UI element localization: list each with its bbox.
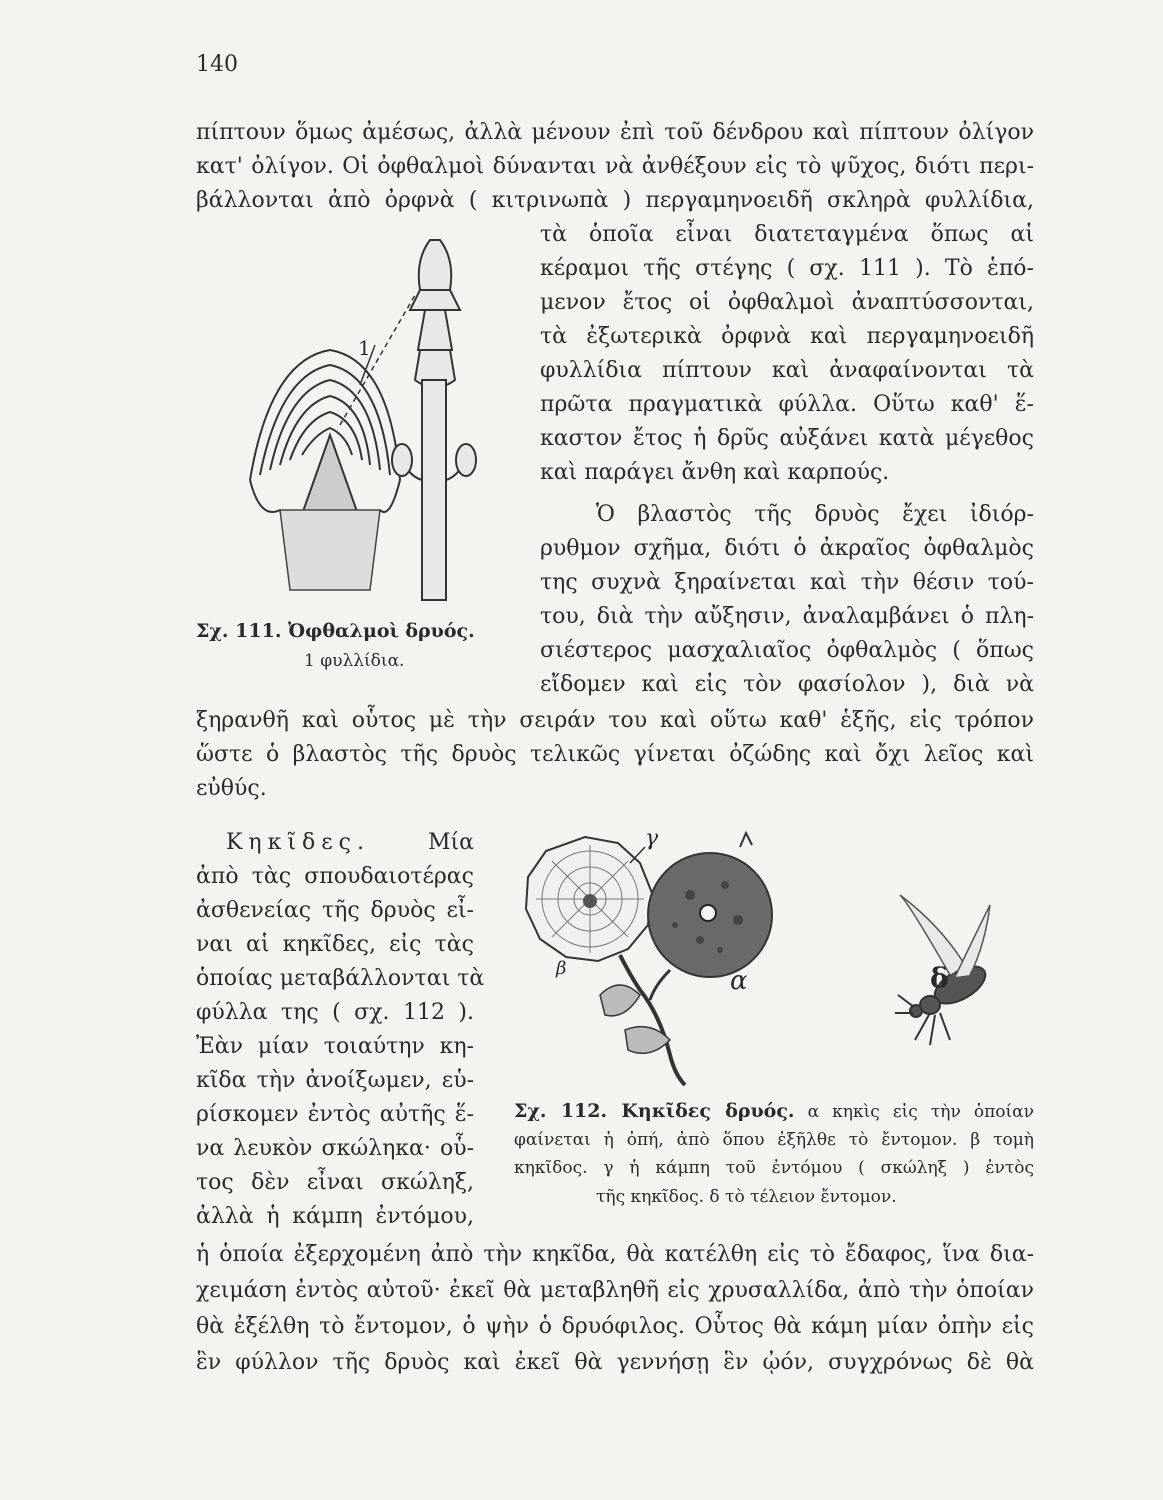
text-line: καστον ἔτος ἡ δρῦς αὐξάνει κατὰ μέγεθος <box>540 426 1034 451</box>
text-line: να λευκὸν σκώληκα· οὗ- <box>196 1136 474 1161</box>
text-line: ρίσκομεν ἐντὸς αὐτῆς ἕ- <box>196 1102 474 1127</box>
text-line: κῖδα τὴν ἀνοίξωμεν, εὑ- <box>196 1068 474 1093</box>
figure-112-caption-line: κηκῖδος. γ ἡ κάμπη τοῦ ἐντόμου ( σκώληξ ) ἐντὸς <box>514 1158 1034 1178</box>
text-line: της συχνὰ ξηραίνεται καὶ τὴν θέσιν τού- <box>540 570 1034 595</box>
text-line: Ἐὰν μίαν τοιαύτην κη- <box>196 1034 474 1059</box>
text-line: ὥστε ὁ βλαστὸς τῆς δρυὸς τελικῶς γίνεται ὀζώδης καὶ ὄχι λεῖος καὶ <box>196 742 1034 767</box>
text-line <box>196 828 474 858</box>
text-line: φυλλίδια πίπτουν καὶ ἀναφαίνονται τὰ <box>540 358 1034 383</box>
text-span: Μία <box>427 830 474 855</box>
text-line: ἡ ὁποία ἐξερχομένη ἀπὸ τὴν κηκῖδα, θὰ κατέλθη εἰς τὸ ἔδαφος, ἵνα δια- <box>196 1242 1034 1267</box>
page-number: 140 <box>196 52 238 77</box>
figure-label-beta: β <box>556 958 567 979</box>
figure-112-caption-line: φαίνεται ἡ ὀπή, ἀπὸ ὅπου ἐξῆλθε τὸ ἔντομον. β τομὴ <box>514 1130 1034 1150</box>
text-line: του, διὰ τὴν αὔξησιν, ἀναλαμβάνει ὁ πλη- <box>540 604 1034 629</box>
text-line: τὰ ἐξωτερικὰ ὀρφνὰ καὶ περγαμηνοειδῆ <box>540 324 1034 349</box>
text-line: τὰ ὁποῖα εἶναι διατεταγμένα ὅπως αἱ <box>540 222 1034 247</box>
text-line: πίπτουν ὅμως ἀμέσως, ἀλλὰ μένουν ἐπὶ τοῦ δένδρου καὶ πίπτουν ὀλίγον <box>196 120 1034 145</box>
text-line: εὐθύς. <box>196 776 267 801</box>
figure-label-1: 1 <box>358 336 371 360</box>
figure-111-caption-sub: 1 φυλλίδια. <box>304 651 405 671</box>
figure-label-delta: δ <box>930 962 949 995</box>
figure-111-caption-title <box>196 618 475 645</box>
text-line: ἀπὸ τὰς σπουδαιοτέρας <box>196 864 474 889</box>
text-line: βάλλονται ἀπὸ ὀρφνὰ ( κιτρινωπὰ ) περγαμηνοειδῆ σκληρὰ φυλλίδια, <box>196 188 1034 213</box>
text-line: εἴδομεν καὶ εἰς τὸν φασίολον ), διὰ νὰ <box>540 672 1034 697</box>
text-line: κέραμοι τῆς στέγης ( σχ. 111 ). Τὸ ἑπό- <box>540 256 1034 281</box>
figure-111-oak-buds <box>230 220 530 610</box>
text-line: ἀλλὰ ἡ κάμπη ἐντόμου, <box>196 1204 474 1229</box>
figure-112-caption-line: τῆς κηκῖδος. δ τὸ τέλειον ἔντομον. <box>596 1187 897 1207</box>
figure-label-gamma: γ <box>645 826 659 851</box>
text-line: τος δὲν εἶναι σκώληξ, <box>196 1170 474 1195</box>
caption-text: α κηκὶς εἰς τὴν ὁποίαν <box>807 1102 1034 1122</box>
text-line: ξηρανθῆ καὶ οὗτος μὲ τὴν σειράν του καὶ οὕτω καθ' ἑξῆς, εἰς τρόπον <box>196 708 1034 733</box>
text-line: Ὁ βλαστὸς τῆς δρυὸς ἔχει ἰδιόρ- <box>596 502 1034 527</box>
text-line: ὁποίας μεταβάλλονται τὰ <box>196 966 485 991</box>
section-heading: Κηκῖδες. <box>226 830 370 855</box>
caption-title-text: Σχ. 112. Κηκῖδες δρυός. <box>514 1100 795 1122</box>
text-line: ναι αἱ κηκῖδες, εἰς τὰς <box>196 932 474 957</box>
figure-label-alpha: α <box>730 966 748 996</box>
text-line: φύλλα της ( σχ. 112 ). <box>196 1000 474 1025</box>
text-line: θὰ ἐξέλθη τὸ ἔντομον, ὁ ψὴν ὁ δρυόφιλος. Οὗτος θὰ κάμη μίαν ὀπὴν εἰς <box>196 1314 1034 1339</box>
text-line: πρῶτα πραγματικὰ φύλλα. Οὕτω καθ' ἕ- <box>540 392 1034 417</box>
text-line: μενον ἔτος οἱ ὀφθαλμοὶ ἀναπτύσσονται, <box>540 290 1034 315</box>
figure-112-oak-galls <box>510 825 1020 1090</box>
text-line: σιέστερος μασχαλιαῖος ὀφθαλμὸς ( ὅπως <box>540 638 1034 663</box>
text-line: κατ' ὀλίγον. Οἱ ὀφθαλμοὶ δύνανται νὰ ἀνθέξουν εἰς τὸ ψῦχος, διότι περι- <box>196 154 1034 179</box>
text-line: ρυθμον σχῆμα, διότι ὁ ἀκραῖος ὀφθαλμὸς <box>540 536 1034 561</box>
caption-title-text: Σχ. 111. Ὀφθαλμοὶ δρυός. <box>196 620 475 642</box>
text-line: ἓν φύλλον τῆς δρυὸς καὶ ἐκεῖ θὰ γεννήσῃ ἓν ᾠόν, συγχρόνως δὲ θὰ <box>196 1350 1034 1375</box>
figure-112-caption-line <box>514 1100 1034 1122</box>
text-line: ἀσθενείας τῆς δρυὸς εἶ- <box>196 898 474 923</box>
text-line: χειμάση ἐντὸς αὐτοῦ· ἐκεῖ θὰ μεταβληθῆ εἰς χρυσαλλίδα, ἀπὸ τὴν ὁποίαν <box>196 1278 1034 1303</box>
text-line: καὶ παράγει ἄνθη καὶ καρπούς. <box>540 460 890 485</box>
